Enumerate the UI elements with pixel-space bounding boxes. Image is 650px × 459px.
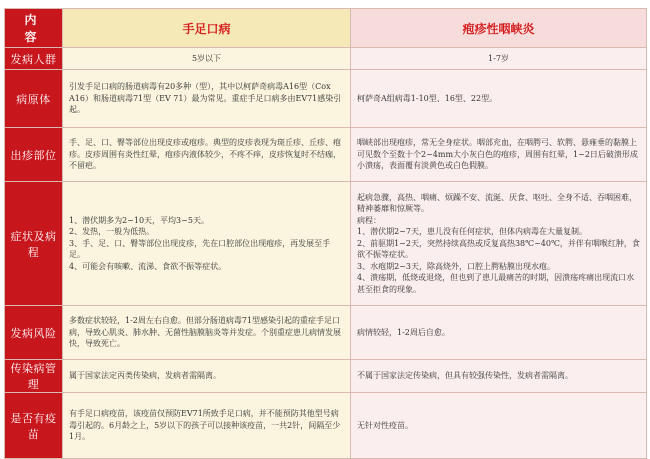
hfmd-pathogen: 引发手足口病的肠道病毒有20多种（型），其中以柯萨奇病毒A16型（Cox A16）和肠道病毒71型（EV 71）最为常见。重症手足口病多由EV71感染引起。	[63, 70, 351, 128]
row-label-population: 发病人群	[5, 48, 63, 70]
table-row-management	[5, 360, 647, 393]
hfmd-rash-site: 手、足、口、臀等部位出现皮疹或疱疹。典型的皮疹表现为斑丘疹、丘疹、疱疹。皮疹周围有炎性红晕，疱疹内液体较少，不疼不痒，皮疹恢复时不结痂，不留疤。	[63, 128, 351, 182]
row-label-management: 传染病管理	[5, 360, 63, 393]
herpangina-symptoms: 起病急骤，高热、咽痛、烦躁不安、流涎、厌食、呕吐、全身不适、吞咽困难，精神萎靡和惊厥等。 病程： 1、潜伏期2~7天，患儿没有任何症状，但体内病毒在大量复制。 2、前驱期1~2天，突然持续高热或反复高热38℃~40℃，并伴有咽喉红肿，食欲不振等症状。 3、水疱期2~3天，除高烧外，口腔上腭粘膜出现水疱。 4、溃疡期，低烧或退烧，但也到了患儿最痛苦的时期，因溃疡疼痛出现流口水甚至拒食的现象。	[351, 182, 647, 306]
comparison-table	[4, 8, 647, 459]
table-row-risk	[5, 306, 647, 360]
row-label-pathogen: 病原体	[5, 70, 63, 128]
herpangina-column-header: 疱疹性咽峡炎	[351, 9, 647, 48]
hfmd-column-header: 手足口病	[63, 9, 351, 48]
herpangina-risk: 病情较轻，1-2周后自愈。	[351, 306, 647, 360]
herpangina-pathogen: 柯萨奇A组病毒1-10型、16型、22型。	[351, 70, 647, 128]
herpangina-management: 不属于国家法定传染病，但具有较强传染性，发病者需隔离。	[351, 360, 647, 393]
table-row-symptoms	[5, 182, 647, 306]
table-row-population	[5, 48, 647, 70]
hfmd-risk: 多数症状较轻，1-2周左右自愈。但部分肠道病毒71型感染引起的重症手足口病，导致心肌炎、肺水肿、无菌性脑膜脑炎等并发症。个别重症患儿病情发展快，导致死亡。	[63, 306, 351, 360]
table-row-rash-site	[5, 128, 647, 182]
hfmd-vaccine: 有手足口病疫苗，该疫苗仅预防EV71所致手足口病，并不能预防其他型号病毒引起的。6月龄之上，5岁以下的孩子可以接种该疫苗，一共2针，间隔至少1月。	[63, 393, 351, 459]
herpangina-rash-site: 咽峡部出现疱疹，常无全身症状。咽部充血，在咽腭弓、软腭、悬雍垂的黏膜上可见数个至数十个2~4mm大小灰白色的疱疹，周围有红晕，1~2日后破溃形成小溃疡，表面覆有淡黄色或白色假膜。	[351, 128, 647, 182]
row-label-symptoms: 症状及病程	[5, 182, 63, 306]
corner-header: 内 容	[5, 9, 63, 48]
table-row-vaccine	[5, 393, 647, 459]
herpangina-vaccine: 无针对性疫苗。	[351, 393, 647, 459]
hfmd-management: 属于国家法定丙类传染病，发病者需隔离。	[63, 360, 351, 393]
row-label-vaccine: 是否有疫苗	[5, 393, 63, 459]
row-label-risk: 发病风险	[5, 306, 63, 360]
hfmd-population: 5岁以下	[63, 48, 351, 70]
row-label-rash-site: 出疹部位	[5, 128, 63, 182]
header-row	[5, 9, 647, 48]
table-row-pathogen	[5, 70, 647, 128]
hfmd-symptoms: 1、潜伏期多为2~10天，平均3~5天。 2、发热，一般为低热。 3、手、足、口、臀等部位出现皮疹，先在口腔部位出现疱疹，再发展至手足。 4、可能会有咳嗽、流涕、食欲不振等症状。	[63, 182, 351, 306]
herpangina-population: 1-7岁	[351, 48, 647, 70]
